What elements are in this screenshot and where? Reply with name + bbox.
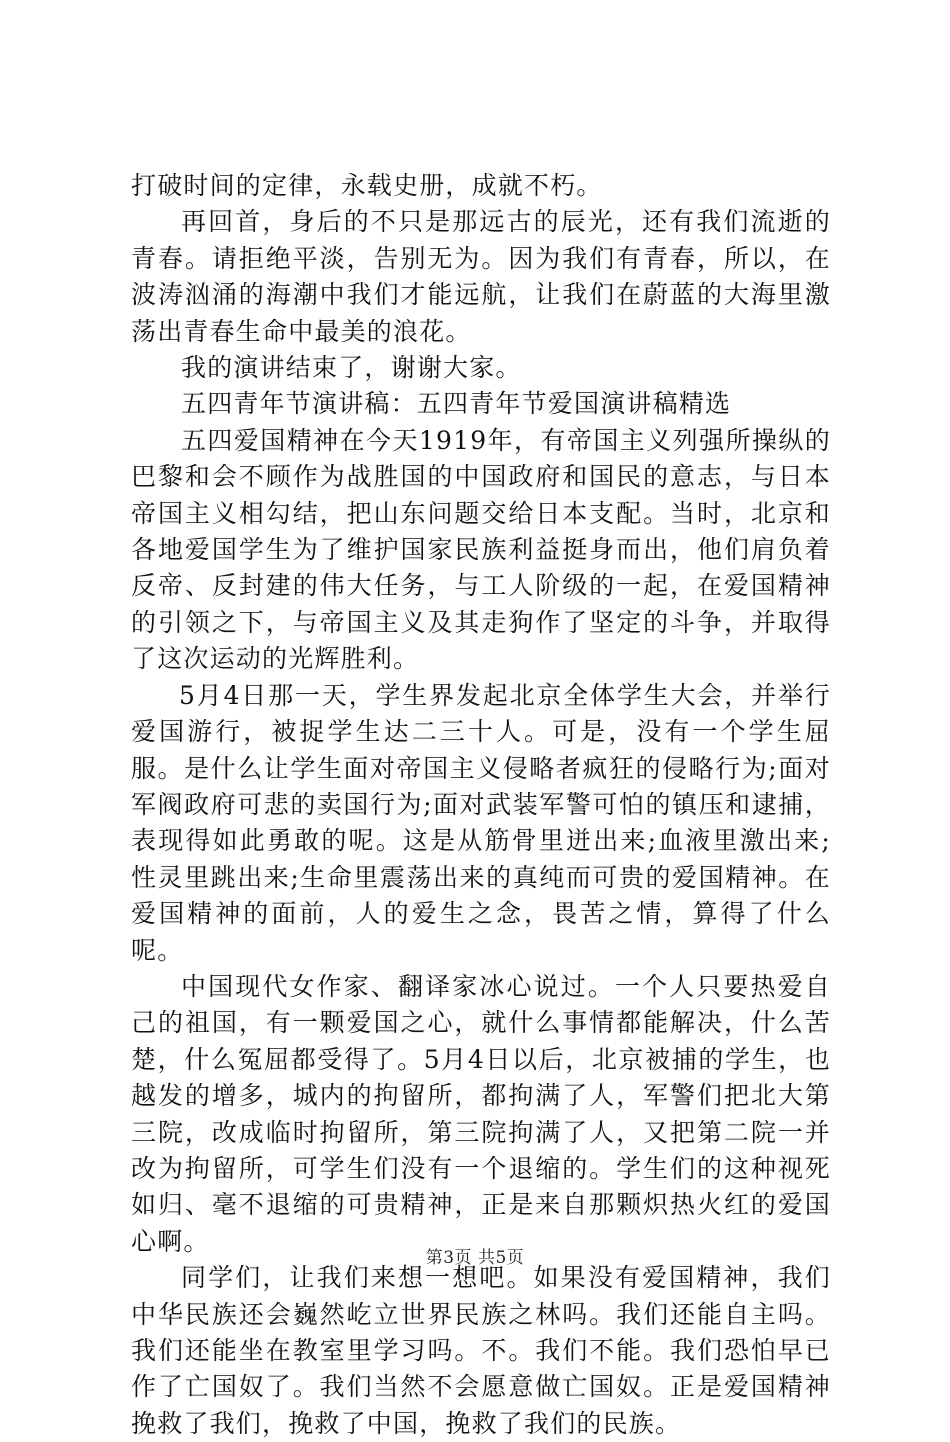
paragraph: 再回首，身后的不只是那远古的辰光，还有我们流逝的青春。请拒绝平淡，告别无为。因为我们有青春，所以，在波涛汹涌的海潮中我们才能远航，让我们在蔚蓝的大海里激荡出青春生命中最美的浪花。: [131, 207, 831, 346]
paragraph: 五四爱国精神在今天1919年，有帝国主义列强所操纵的巴黎和会不顾作为战胜国的中国政府和国民的意志，与日本帝国主义相勾结，把山东问题交给日本支配。当时，北京和各地爱国学生为了维护国家民族利益挺身而出，他们肩负着反帝、反封建的伟大任务，与工人阶级的一起，在爱国精神的引领之下，与帝国主义及其走狗作了坚定的斗争，并取得了这次运动的光辉胜利。: [131, 425, 831, 674]
page-number-footer: 第3页 共5页: [425, 1248, 525, 1268]
section-heading: 五四青年节演讲稿：五四青年节爱国演讲稿精选: [181, 389, 732, 419]
paragraph-continuation: 打破时间的定律，永载史册，成就不朽。: [131, 171, 603, 200]
paragraph: 我的演讲结束了，谢谢大家。: [181, 353, 522, 383]
paragraph: 中国现代女作家、翻译家冰心说过。一个人只要热爱自己的祖国，有一颗爱国之心，就什么事情都能解决，什么苦楚，什么冤屈都受得了。5月4日以后，北京被捕的学生，也越发的增多，城内的拘留所，都拘满了人，军警们把北大第三院，改成临时拘留所，第三院拘满了人，又把第二院一并改为拘留所，可学生们没有一个退缩的。学生们的这种视死如归、毫不退缩的可贵精神，正是来自那颗炽热火红的爱国心啊。: [131, 971, 831, 1256]
paragraph: 同学们，让我们来想一想吧。如果没有爱国精神，我们中华民族还会巍然屹立世界民族之林吗。我们还能自主吗。我们还能坐在教室里学习吗。不。我们不能。我们恐怕早已作了亡国奴了。我们当然不会愿意做亡国奴。正是爱国精神挽救了我们，挽救了中国，挽救了我们的民族。: [131, 1263, 831, 1438]
paragraph: 5月4日那一天，学生界发起北京全体学生大会，并举行爱国游行，被捉学生达二三十人。可是，没有一个学生屈服。是什么让学生面对帝国主义侵略者疯狂的侵略行为;面对军阀政府可悲的卖国行为;面对武装军警可怕的镇压和逮捕，表现得如此勇敢的呢。这是从筋骨里迸出来;血液里激出来;性灵里跳出来;生命里震荡出来的真纯而可贵的爱国精神。在爱国精神的面前，人的爱生之念，畏苦之情，算得了什么呢。: [131, 680, 831, 965]
